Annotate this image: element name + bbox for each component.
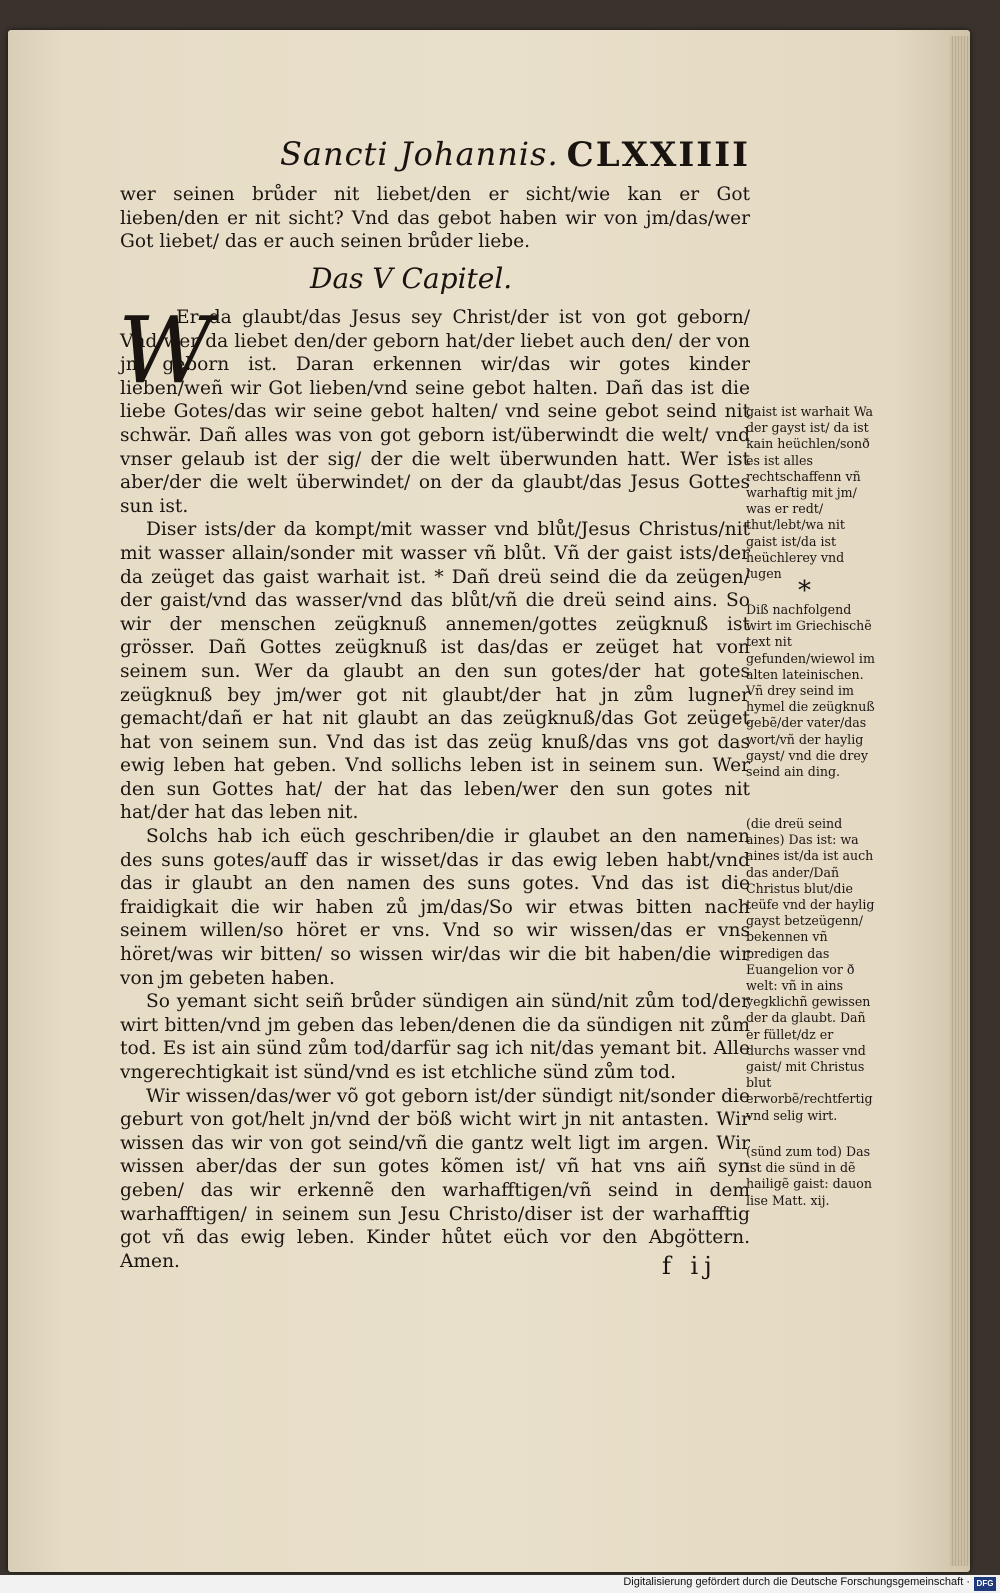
signature-mark: f ij <box>662 1252 718 1280</box>
page-header <box>280 135 750 179</box>
funding-credit: Digitalisierung gefördert durch die Deutsche Forschungsgemeinschaft · <box>623 1576 970 1588</box>
marginal-note-text: gaist ist warhait Wa der gayst ist/ da ist kain heüchlen/sonð es ist alles rechtschaffenn vñ warhaftig mit jm/ was er redt/ thut/lebt/wa nit gaist ist/da ist heüchlerey vnd lugen <box>746 404 874 582</box>
marginal-note <box>746 1144 876 1209</box>
text-block-top <box>120 183 750 254</box>
marginal-note <box>746 816 876 1124</box>
folio-number: CLXXIIII <box>566 135 750 175</box>
paragraph: Er da glaubt/das Jesus sey Christ/der ist von got geborn/ Vnd wer da liebet den/der geborn hat/der liebet auch den/ der von jm geborn ist. Daran erkennen wir/das wir gotes kinder lieben/weñ wir Got lieben/vnd seine gebot halten. Dañ das ist die liebe Gotes/das wir seine gebot halten/ vnd seine gebot seind nit schwär. Dañ alles was von got geborn ist/überwindt die welt/ vnd vnser gelaub ist der sig/ der die welt überwunden hatt. Wer ist aber/der die welt überwindet/ on der da glaubt/das Jesus Gottes sun ist. <box>120 307 750 517</box>
marginal-note-text: (sünd zum tod) Das ist die sünd in dẽ hailigẽ gaist: dauon lise Matt. xij. <box>746 1144 872 1208</box>
dfg-logo: DFG <box>974 1577 996 1591</box>
drop-capital: W <box>118 297 213 404</box>
page-edge <box>950 36 970 1566</box>
asterisk-mark: * <box>798 576 811 606</box>
marginal-note-text: Diß nachfolgend wirt im Griechischẽ text nit gefunden/wiewol im alten lateinischen. Vñ drey seind im hymel die zeügknuß gebẽ/der vater/das wort/vñ der haylig gayst/ vnd die drey seind ain ding. <box>746 602 875 780</box>
paragraph: Diser ists/der da kompt/mit wasser vnd blůt/Jesus Christus/nit mit wasser allain/sonder mit wasser vñ blůt. Vñ der gaist ists/der da zeüget das gaist warhait ist. * Dañ dreü seind die da zeügen/ der gaist/vnd das wasser/vnd das blůt/vñ die dreü seind ains. So wir der menschen zeügknuß annemen/gottes zeügknuß ist grösser. Dañ Gottes zeügknuß ist das/das er zeüget hat von seinem sun. Wer da glaubt an den sun gotes/der hat gotes zeügknuß bey jm/wer got nit glaubt/der hat jn zům lugner gemacht/dañ er hat nit glaubt an das zeügknuß/das Got zeüget hat von seinem sun. Vnd das ist das zeüg knuß/das vns got das ewig leben hat geben. Vnd sollichs leben ist in seinem sun. Wer den sun Gottes hat/ der hat das leben/wer den sun gotes nit hat/der hat das leben nit. <box>120 519 750 824</box>
marginal-note <box>746 602 876 780</box>
chapter-body <box>118 297 750 1273</box>
marginal-note-text: (die dreü seind aines) Das ist: wa aines ist/da ist auch das ander/Dañ Christus blut/die teüfe vnd der haylig gayst betzeügenn/ bekennen vñ predigen das Euangelion vor ð welt: vñ in ains yegklichñ gewissen der da glaubt. Dañ er füllet/dz er durchs wasser vnd gaist/ mit Christus blut erworbẽ/rechtfertig vnd selig wirt. <box>746 816 875 1123</box>
running-title: Sancti Johannis. <box>280 135 559 173</box>
paragraph: So yemant sicht seiñ brůder sündigen ain sünd/nit zům tod/der wirt bitten/vnd jm geben das leben/denen die da sündigen nit zům tod. Es ist ain sünd zům tod/darfür sag ich nit/das yemant bit. Alle vngerechtigkait ist sünd/vnd es ist etchliche sünd zům tod. <box>120 991 750 1083</box>
marginal-note <box>746 404 876 582</box>
paragraph: wer seinen brůder nit liebet/den er sicht/wie kan er Got lieben/den er nit sicht? Vnd das gebot haben wir von jm/das/wer Got liebet/ das er auch seinen brůder liebe. <box>120 184 750 253</box>
paragraph: Solchs hab ich eüch geschriben/die ir glaubet an den namen des suns gotes/auff das ir wisset/das ir das ewig leben habt/vnd das ir glaubt an den namen des suns gotes. Vnd das ist die fraidigkait die wir haben zů jm/das/So wir etwas bitten nach seinem willen/so höret er vns. Vnd so wir wissen/das er vns höret/was wir bitten/ so wissen wir/das wir die bit haben/die wir von jm gebeten haben. <box>120 826 750 989</box>
paragraph: Wir wissen/das/wer võ got geborn ist/der sündigt nit/sonder die geburt von got/helt jn/vnd der böß wicht wirt jn nit antasten. Wir wissen das wir von got seind/vñ die gantz welt ligt im argen. Wir wissen aber/das der sun gotes kõmen ist/ vñ hat vns aiñ syn geben/ das wir erkennẽ den warhafftigen/vñ seind in dem warhafftigen/ in seinem sun Jesu Christo/diser ist der warhafftig got vñ das ewig leben. Kinder hůtet eüch vor den Abgöttern. Amen. <box>120 1085 750 1272</box>
chapter-heading: Das V Capitel. <box>310 262 513 295</box>
